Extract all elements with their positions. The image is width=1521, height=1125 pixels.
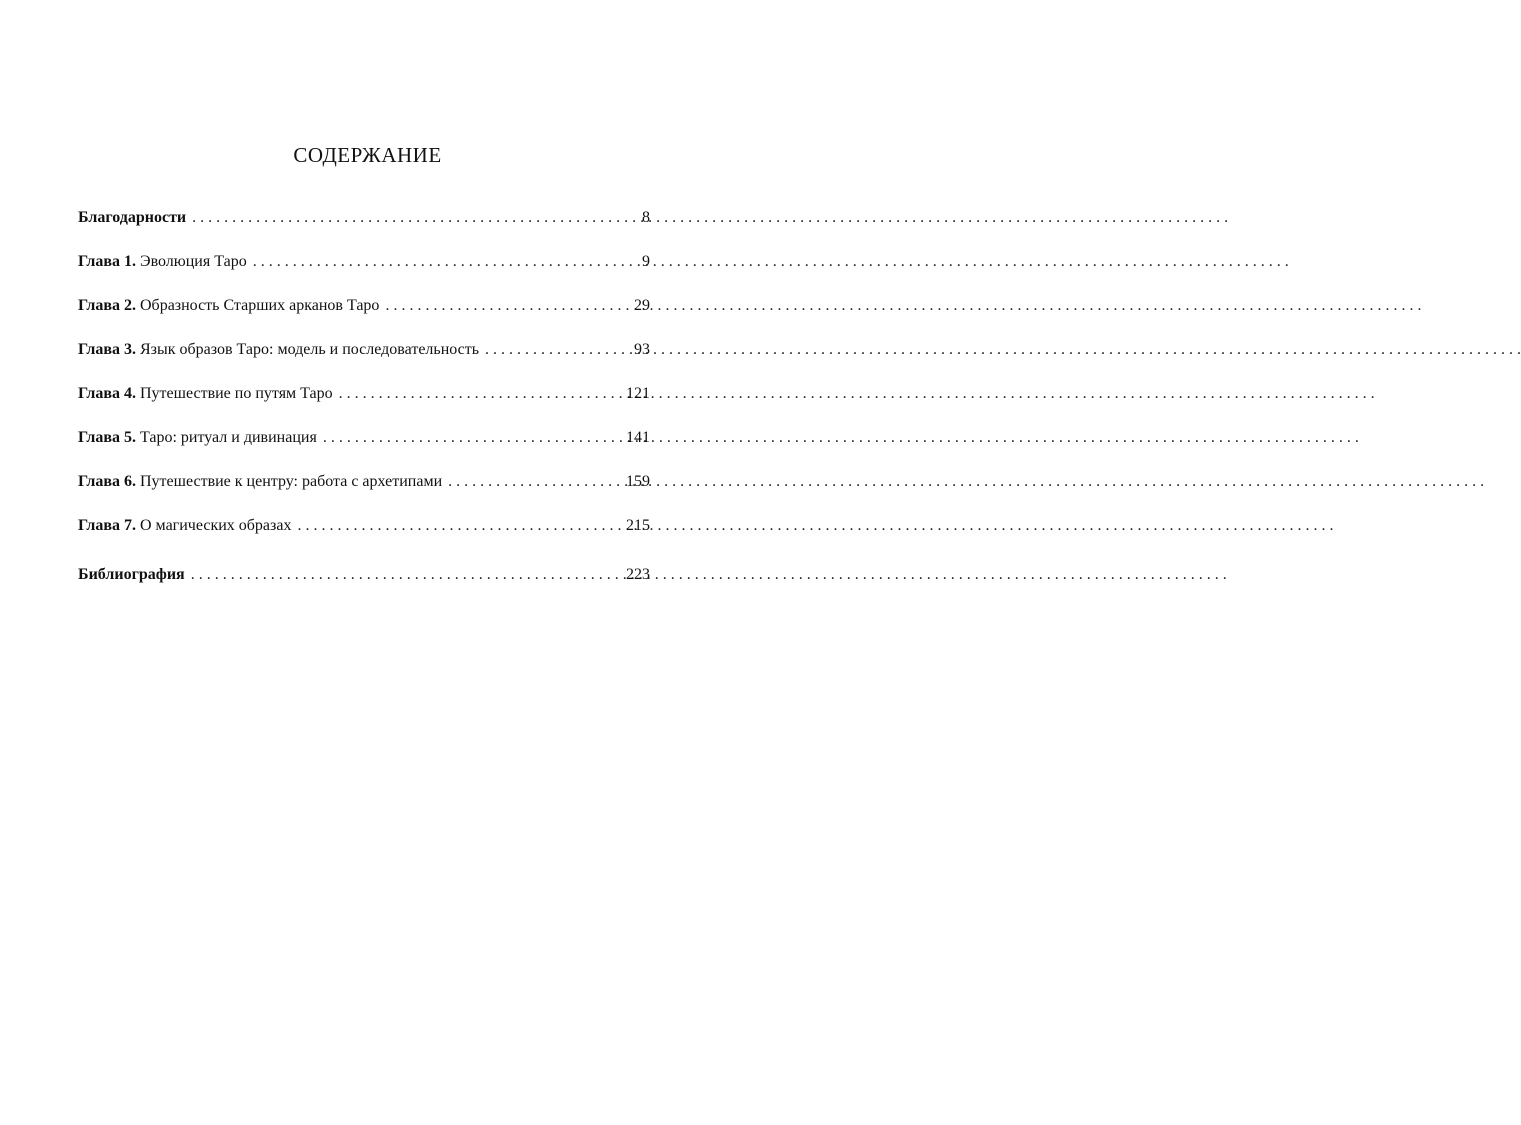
entry-text: [78, 385, 333, 403]
entry-label: Библиография: [78, 566, 185, 583]
entry-page-number: 159: [626, 473, 650, 490]
entry-title: Эволюция Таро: [140, 253, 247, 270]
toc-entry-chapter-4: [78, 385, 650, 429]
entry-page-number: 9: [642, 253, 650, 270]
toc-entry-chapter-5: [78, 429, 650, 473]
entry-text: [78, 473, 442, 491]
dot-leader: [323, 429, 600, 447]
entry-title: Таро: ритуал и дивинация: [140, 429, 317, 446]
entry-page-number: 141: [626, 429, 650, 446]
toc-entry-chapter-6: [78, 473, 650, 517]
entry-page-number: 29: [634, 297, 650, 314]
toc-entry-chapter-3: [78, 341, 650, 385]
entry-page-number: 121: [626, 385, 650, 402]
entry-title: Язык образов Таро: модель и последовательность: [140, 341, 480, 358]
dot-leader: [339, 385, 600, 403]
dot-leader: [191, 566, 600, 584]
entry-label: Глава 6.: [78, 473, 136, 490]
dot-leader: [297, 517, 600, 535]
entry-text: [78, 209, 186, 227]
entry-text: [78, 253, 247, 271]
entry-label: Глава 2.: [78, 297, 136, 314]
dot-leader: [448, 473, 600, 491]
entry-title: О магических образах: [140, 517, 292, 534]
table-of-contents: [78, 209, 650, 610]
toc-entry-acknowledgements: [78, 209, 650, 253]
entry-page-number: 215: [626, 517, 650, 534]
entry-text: [78, 341, 479, 359]
toc-entry-chapter-2: [78, 297, 650, 341]
book-page: [0, 0, 750, 1125]
entry-label: Глава 5.: [78, 429, 136, 446]
entry-text: [78, 429, 317, 447]
entry-title: Путешествие по путям Таро: [140, 385, 333, 402]
entry-page-number: 93: [634, 341, 650, 358]
entry-page-number: 8: [642, 209, 650, 226]
entry-label: Благодарности: [78, 209, 187, 226]
toc-entry-chapter-1: [78, 253, 650, 297]
entry-title: Образность Старших арканов Таро: [140, 297, 380, 314]
toc-entry-chapter-7: [78, 517, 650, 561]
entry-label: Глава 1.: [78, 253, 136, 270]
entry-text: [78, 297, 379, 315]
entry-title: Путешествие к центру: работа с архетипами: [140, 473, 443, 490]
dot-leader: [485, 341, 600, 359]
dot-leader: [385, 297, 600, 315]
entry-text: [78, 566, 185, 584]
page-title: СОДЕРЖАНИЕ: [293, 143, 442, 167]
toc-entry-bibliography: [78, 566, 650, 610]
entry-label: Глава 4.: [78, 385, 136, 402]
dot-leader: [192, 209, 600, 227]
entry-label: Глава 3.: [78, 341, 136, 358]
entry-page-number: 223: [626, 566, 650, 583]
entry-label: Глава 7.: [78, 517, 136, 534]
dot-leader: [253, 253, 600, 271]
entry-text: [78, 517, 291, 535]
